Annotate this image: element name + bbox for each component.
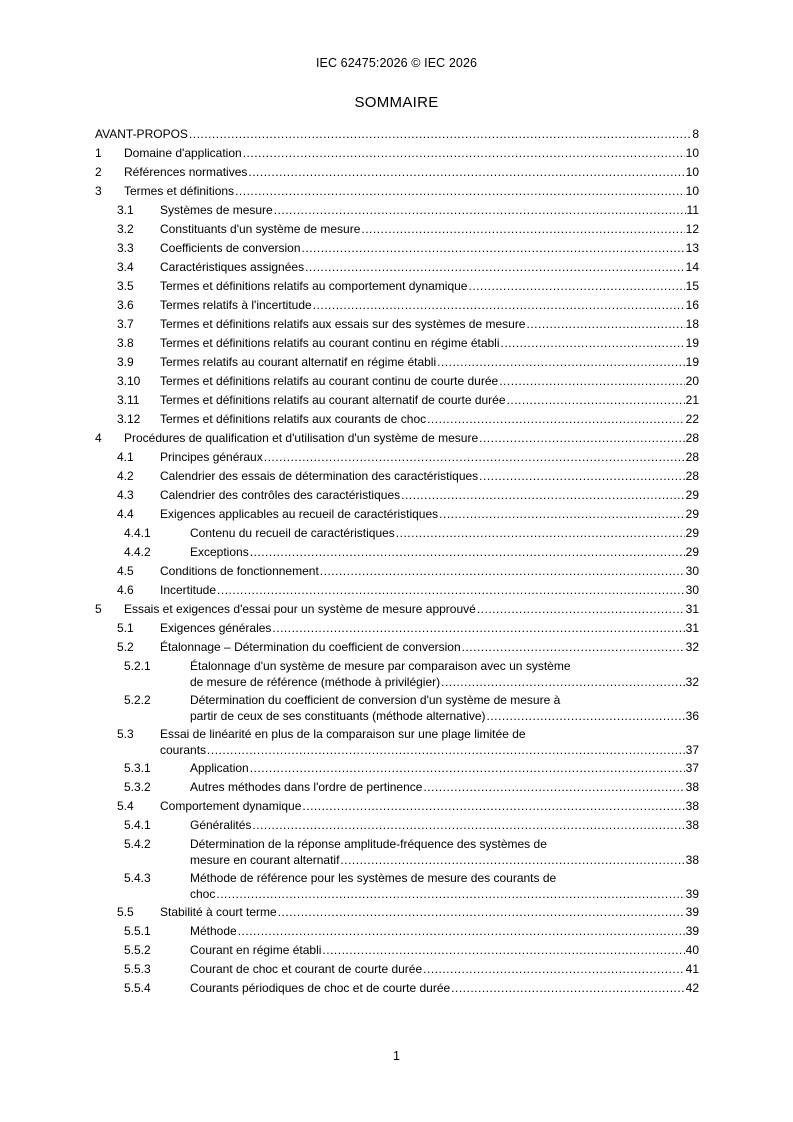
toc-entry-title: AVANT-PROPOS xyxy=(95,125,189,144)
dot-leader xyxy=(340,852,684,869)
toc-entry-number: 5.4.3 xyxy=(124,871,151,885)
dot-leader xyxy=(451,979,684,998)
toc-entry[interactable] xyxy=(95,759,699,778)
toc-entry-page: 30 xyxy=(685,564,699,578)
toc-entry[interactable] xyxy=(95,903,699,922)
dot-leader xyxy=(252,816,684,835)
dot-leader xyxy=(235,182,685,201)
toc-entry-page: 12 xyxy=(685,222,699,236)
toc-entry-number: 4.6 xyxy=(117,583,134,597)
toc-entry[interactable] xyxy=(95,182,699,201)
toc-entry-number: 4.1 xyxy=(117,450,134,464)
toc-entry[interactable] xyxy=(95,638,699,657)
toc-entry-page: 38 xyxy=(685,799,699,813)
toc-entry-title: Méthode xyxy=(190,922,238,941)
toc-entry-number: 4 xyxy=(95,431,102,445)
dot-leader xyxy=(423,960,684,979)
dot-leader xyxy=(462,638,685,657)
toc-entry[interactable] xyxy=(95,725,699,759)
dot-leader xyxy=(320,562,685,581)
document-header: IEC 62475:2026 © IEC 2026 xyxy=(315,56,478,70)
toc-entry[interactable] xyxy=(95,922,699,941)
toc-entry-page: 31 xyxy=(685,621,699,635)
toc-entry[interactable] xyxy=(95,797,699,816)
toc-entry[interactable] xyxy=(95,960,699,979)
toc-entry[interactable] xyxy=(95,391,699,410)
toc-entry-page: 41 xyxy=(685,962,699,976)
dot-leader xyxy=(441,674,685,691)
toc-entry[interactable] xyxy=(95,239,699,258)
toc-entry[interactable] xyxy=(95,486,699,505)
toc-entry-page: 19 xyxy=(685,336,699,350)
toc-entry[interactable] xyxy=(95,524,699,543)
toc-entry-page: 18 xyxy=(685,317,699,331)
toc-entry[interactable] xyxy=(95,619,699,638)
dot-leader xyxy=(278,903,685,922)
toc-entry-page: 21 xyxy=(685,393,699,407)
toc-entry[interactable] xyxy=(95,258,699,277)
toc-entry-number: 4.4 xyxy=(117,507,134,521)
dot-leader xyxy=(439,505,684,524)
toc-entry[interactable] xyxy=(95,816,699,835)
toc-entry[interactable] xyxy=(95,277,699,296)
toc-entry-title: Autres méthodes dans l'ordre de pertinence xyxy=(190,778,423,797)
toc-entry-title: Termes et définitions relatifs au courant alternatif de courte durée xyxy=(160,391,507,410)
toc-entry-page: 40 xyxy=(685,943,699,957)
toc-entry-title: Procédures de qualification et d'utilisation d'un système de mesure xyxy=(124,429,479,448)
page-title: SOMMAIRE xyxy=(354,94,439,111)
toc-entry-number: 5.3 xyxy=(117,727,134,741)
toc-entry-page: 42 xyxy=(685,981,699,995)
toc-entry-page: 11 xyxy=(686,203,699,217)
toc-entry-title: Systèmes de mesure xyxy=(160,201,274,220)
toc-entry-number: 4.2 xyxy=(117,469,134,483)
toc-entry-page: 28 xyxy=(685,469,699,483)
toc-entry-number: 3 xyxy=(95,184,102,198)
toc-entry[interactable] xyxy=(95,372,699,391)
toc-entry-page: 22 xyxy=(685,412,699,426)
toc-entry-number: 3.8 xyxy=(117,336,134,350)
dot-leader xyxy=(250,543,685,562)
toc-entry-number: 5.1 xyxy=(117,621,134,635)
toc-entry-page: 32 xyxy=(685,640,699,654)
toc-entry-title: Caractéristiques assignées xyxy=(160,258,305,277)
toc-entry-page: 29 xyxy=(685,507,699,521)
toc-entry-page: 10 xyxy=(685,165,699,179)
toc-entry-title: Termes et définitions xyxy=(124,182,235,201)
toc-entry-number: 4.3 xyxy=(117,488,134,502)
toc-entry-number: 5.5.1 xyxy=(124,924,151,938)
toc-entry-title: Principes généraux xyxy=(160,448,264,467)
toc-entry[interactable] xyxy=(95,353,699,372)
toc-entry-number: 3.10 xyxy=(117,374,141,388)
toc-entry-number: 4.4.2 xyxy=(124,545,151,559)
toc-entry[interactable] xyxy=(95,869,699,903)
toc-entry-number: 2 xyxy=(95,165,102,179)
toc-entry-page: 16 xyxy=(685,298,699,312)
toc-entry-page: 37 xyxy=(685,743,699,757)
toc-entry-title: Étalonnage d'un système de mesure par comparaison avec un système xyxy=(190,659,571,673)
toc-entry[interactable] xyxy=(95,657,699,691)
toc-entry-number: 3.7 xyxy=(117,317,134,331)
dot-leader xyxy=(487,708,685,725)
toc-entry-page: 10 xyxy=(685,146,699,160)
toc-entry-number: 5.4.1 xyxy=(124,818,151,832)
toc-entry-title: Généralités xyxy=(190,816,252,835)
toc-entry-title: Courants périodiques de choc et de courte durée xyxy=(190,979,451,998)
toc-entry-page: 36 xyxy=(685,709,699,723)
toc-entry-page: 8 xyxy=(692,127,699,141)
toc-entry-page: 15 xyxy=(685,279,699,293)
toc-entry-page: 29 xyxy=(685,545,699,559)
toc-entry-title: Détermination du coefficient de conversion d'un système de mesure à xyxy=(190,693,561,707)
toc-entry-title: Termes relatifs à l'incertitude xyxy=(160,296,313,315)
toc-entry-title: Exigences générales xyxy=(160,619,272,638)
toc-entry-title-continued: mesure en courant alternatif xyxy=(190,853,340,867)
toc-entry-title: Comportement dynamique xyxy=(160,797,302,816)
toc-entry-number: 4.4.1 xyxy=(124,526,151,540)
toc-entry-number: 5.3.2 xyxy=(124,780,151,794)
toc-entry[interactable] xyxy=(95,562,699,581)
toc-entry-title: Termes et définitions relatifs au courant continu en régime établi xyxy=(160,334,501,353)
toc-entry-number: 3.11 xyxy=(117,393,140,407)
toc-entry-page: 32 xyxy=(685,675,699,689)
toc-entry-title: Stabilité à court terme xyxy=(160,903,278,922)
dot-leader xyxy=(243,144,685,163)
toc-entry-number: 3.5 xyxy=(117,279,134,293)
toc-entry[interactable] xyxy=(95,691,699,725)
toc-entry-title: Essai de linéarité en plus de la comparaison sur une plage limitée de xyxy=(160,727,526,741)
toc-entry-page: 20 xyxy=(685,374,699,388)
toc-entry-title: Coefficients de conversion xyxy=(160,239,302,258)
toc-entry-title-continued: courants xyxy=(160,743,207,757)
toc-entry-title: Exceptions xyxy=(190,543,250,562)
dot-leader xyxy=(305,258,685,277)
toc-entry-title: Contenu du recueil de caractéristiques xyxy=(190,524,396,543)
toc-entry[interactable] xyxy=(95,163,699,182)
toc-entry-number: 5.2.1 xyxy=(124,659,151,673)
toc-entry[interactable] xyxy=(95,543,699,562)
toc-entry-page: 19 xyxy=(685,355,699,369)
toc-entry-title: Constituants d'un système de mesure xyxy=(160,220,361,239)
page-number: 1 xyxy=(393,1049,400,1063)
toc-entry-number: 5.2 xyxy=(117,640,134,654)
dot-leader xyxy=(499,372,684,391)
toc-entry-page: 39 xyxy=(685,887,699,901)
dot-leader xyxy=(322,941,684,960)
toc-entry-page: 38 xyxy=(685,780,699,794)
dot-leader xyxy=(313,296,685,315)
toc-entry-number: 5.5.2 xyxy=(124,943,151,957)
toc-entry[interactable] xyxy=(95,315,699,334)
toc-entry-number: 3.1 xyxy=(117,203,134,217)
dot-leader xyxy=(501,334,685,353)
toc-entry[interactable] xyxy=(95,144,699,163)
toc-entry[interactable] xyxy=(95,296,699,315)
toc-entry-page: 29 xyxy=(685,526,699,540)
dot-leader xyxy=(302,797,684,816)
toc-entry[interactable] xyxy=(95,410,699,429)
toc-entry-number: 5.4.2 xyxy=(124,837,151,851)
toc-entry-number: 5.3.1 xyxy=(124,761,151,775)
toc-entry-page: 38 xyxy=(685,818,699,832)
toc-entry-title: Exigences applicables au recueil de caractéristiques xyxy=(160,505,439,524)
toc-entry-title: Termes et définitions relatifs au comportement dynamique xyxy=(160,277,468,296)
dot-leader xyxy=(468,277,684,296)
toc-entry-page: 30 xyxy=(685,583,699,597)
toc-entry-number: 3.12 xyxy=(117,412,141,426)
toc-entry-title-continued: partir de ceux de ses constituants (méthode alternative) xyxy=(190,709,486,723)
toc-entry-title: Termes et définitions relatifs au courant continu de courte durée xyxy=(160,372,499,391)
toc-entry-page: 10 xyxy=(685,184,699,198)
toc-entry[interactable] xyxy=(95,600,699,619)
dot-leader xyxy=(396,524,685,543)
toc-entry-title-continued: choc xyxy=(190,887,216,901)
toc-entry-page: 28 xyxy=(685,450,699,464)
toc-entry-title: Application xyxy=(190,759,250,778)
toc-entry-title: Conditions de fonctionnement xyxy=(160,562,320,581)
toc-entry-page: 38 xyxy=(685,853,699,867)
toc-entry[interactable] xyxy=(95,941,699,960)
toc-entry-title: Termes relatifs au courant alternatif en régime établi xyxy=(160,353,437,372)
toc-entry-page: 39 xyxy=(685,905,699,919)
toc-entry[interactable] xyxy=(95,125,699,144)
toc-entry-title: Termes et définitions relatifs aux essais sur des systèmes de mesure xyxy=(160,315,526,334)
dot-leader xyxy=(248,163,684,182)
toc-entry-page: 29 xyxy=(685,488,699,502)
dot-leader xyxy=(401,486,685,505)
toc-entry-title: Calendrier des essais de détermination des caractéristiques xyxy=(160,467,479,486)
toc-entry-number: 3.2 xyxy=(117,222,134,236)
toc-entry-number: 5 xyxy=(95,602,102,616)
toc-entry-page: 28 xyxy=(685,431,699,445)
toc-entry-title: Étalonnage – Détermination du coefficient de conversion xyxy=(160,638,462,657)
dot-leader xyxy=(361,220,684,239)
dot-leader xyxy=(477,600,685,619)
dot-leader xyxy=(479,429,685,448)
toc-entry[interactable] xyxy=(95,778,699,797)
toc-entry[interactable] xyxy=(95,201,699,220)
dot-leader xyxy=(423,778,684,797)
toc-entry-page: 14 xyxy=(685,260,699,274)
toc-entry-number: 3.6 xyxy=(117,298,134,312)
toc-entry[interactable] xyxy=(95,467,699,486)
dot-leader xyxy=(207,742,685,759)
toc-entry-title-continued: de mesure de référence (méthode à privilégier) xyxy=(190,675,441,689)
toc-entry[interactable] xyxy=(95,429,699,448)
dot-leader xyxy=(272,619,684,638)
toc-entry-number: 3.4 xyxy=(117,260,134,274)
toc-entry-title: Incertitude xyxy=(160,581,217,600)
toc-entry[interactable] xyxy=(95,979,699,998)
toc-entry-number: 5.5.3 xyxy=(124,962,151,976)
dot-leader xyxy=(264,448,685,467)
toc-entry-number: 5.4 xyxy=(117,799,134,813)
toc-entry[interactable] xyxy=(95,220,699,239)
toc-entry-title: Références normatives xyxy=(124,163,248,182)
dot-leader xyxy=(250,759,685,778)
toc-entry[interactable] xyxy=(95,505,699,524)
toc-entry-page: 39 xyxy=(685,924,699,938)
toc-entry-number: 3.3 xyxy=(117,241,134,255)
dot-leader xyxy=(274,201,686,220)
toc-entry-number: 3.9 xyxy=(117,355,134,369)
toc-entry-title: Domaine d'application xyxy=(124,144,243,163)
toc-entry-title: Courant en régime établi xyxy=(190,941,322,960)
toc-entry[interactable] xyxy=(95,581,699,600)
dot-leader xyxy=(427,410,685,429)
toc-entry-title: Termes et définitions relatifs aux courants de choc xyxy=(160,410,427,429)
dot-leader xyxy=(217,581,685,600)
toc-entry[interactable] xyxy=(95,835,699,869)
dot-leader xyxy=(216,886,684,903)
toc-entry-number: 5.5.4 xyxy=(124,981,151,995)
dot-leader xyxy=(238,922,685,941)
dot-leader xyxy=(189,125,691,144)
toc-entry-page: 37 xyxy=(685,761,699,775)
toc-entry-page: 31 xyxy=(685,602,699,616)
dot-leader xyxy=(302,239,685,258)
dot-leader xyxy=(507,391,685,410)
toc-entry-title: Méthode de référence pour les systèmes de mesure des courants de xyxy=(190,871,557,885)
dot-leader xyxy=(479,467,684,486)
toc-entry[interactable] xyxy=(95,448,699,467)
toc-entry-number: 4.5 xyxy=(117,564,134,578)
dot-leader xyxy=(526,315,684,334)
toc-entry[interactable] xyxy=(95,334,699,353)
dot-leader xyxy=(437,353,685,372)
toc-entry-number: 1 xyxy=(95,146,102,160)
toc-entry-number: 5.2.2 xyxy=(124,693,151,707)
toc-entry-title: Courant de choc et courant de courte durée xyxy=(190,960,423,979)
toc-entry-page: 13 xyxy=(685,241,699,255)
toc-entry-title: Essais et exigences d'essai pour un système de mesure approuvé xyxy=(124,600,477,619)
table-of-contents xyxy=(95,125,699,998)
toc-entry-title: Détermination de la réponse amplitude-fréquence des systèmes de xyxy=(190,837,547,851)
toc-entry-title: Calendrier des contrôles des caractéristiques xyxy=(160,486,401,505)
toc-entry-number: 5.5 xyxy=(117,905,134,919)
